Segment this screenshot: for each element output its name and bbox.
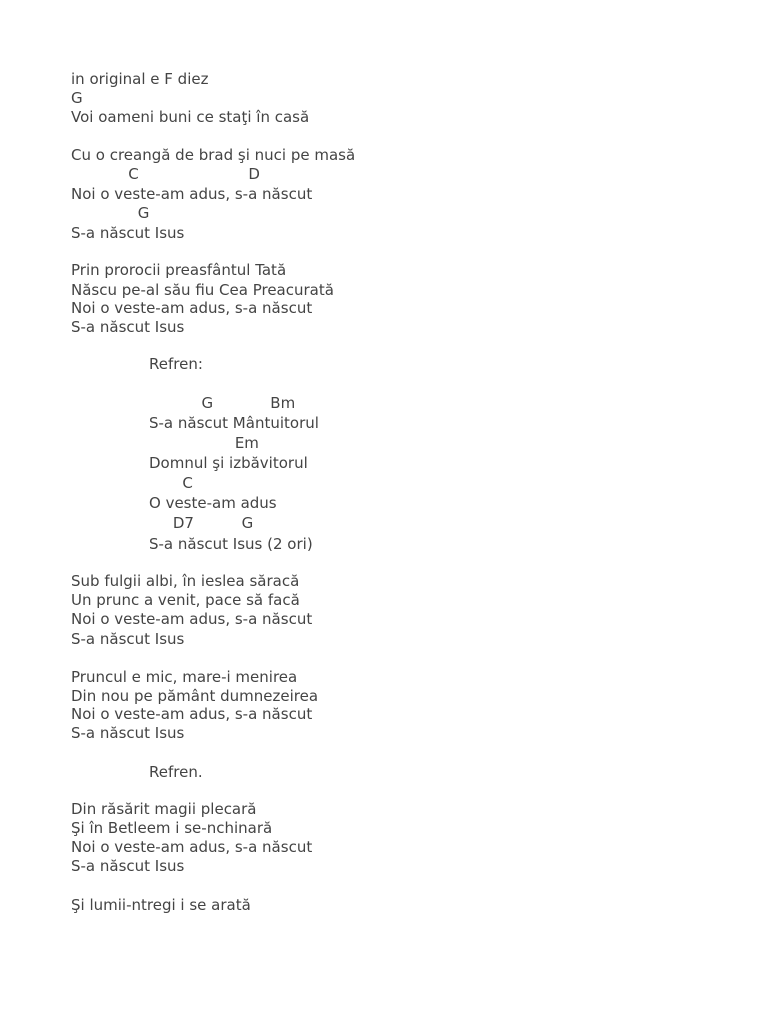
lyric-line: Noi o veste-am adus, s-a născut [71, 185, 313, 203]
lyric-line: Din răsărit magii plecară [71, 800, 257, 818]
chord-line: Em [149, 434, 259, 452]
lyric-line: S-a născut Isus [71, 318, 185, 336]
lyric-line: Noi o veste-am adus, s-a născut [71, 838, 313, 856]
lyric-line: S-a născut Isus [71, 630, 185, 648]
lyric-line: Voi oameni buni ce staţi în casă [71, 108, 310, 126]
chord-line: D7 G [149, 514, 254, 532]
lyric-line: Cu o creangă de brad şi nuci pe masă [71, 146, 356, 164]
chord-line: C [149, 474, 193, 492]
lyric-line: Născu pe-al său fiu Cea Preacurată [71, 281, 334, 299]
lyric-line: Sub fulgii albi, în ieslea săracă [71, 572, 300, 590]
lyric-line: Şi în Betleem i se-nchinară [71, 819, 273, 837]
lyric-line: O veste-am adus [149, 494, 277, 512]
lyric-line: S-a născut Isus [71, 724, 185, 742]
refrain-heading: Refren. [149, 763, 203, 781]
refrain-heading: Refren: [149, 355, 203, 373]
lyric-line: Domnul şi izbăvitorul [149, 454, 308, 472]
chord-line: G [71, 204, 150, 222]
lyric-line: Noi o veste-am adus, s-a născut [71, 705, 313, 723]
lyric-line: Şi lumii-ntregi i se arată [71, 896, 251, 914]
lyric-line: Noi o veste-am adus, s-a născut [71, 299, 313, 317]
note-original-key: in original e F diez [71, 70, 209, 88]
lyric-line: S-a născut Mântuitorul [149, 414, 319, 432]
lyric-line: Prin prorocii preasfântul Tată [71, 261, 287, 279]
lyric-line: S-a născut Isus [71, 224, 185, 242]
chord-line: C D [71, 165, 260, 183]
lyric-line: Noi o veste-am adus, s-a născut [71, 610, 313, 628]
chord-line: G [71, 89, 83, 107]
lyric-line: S-a născut Isus (2 ori) [149, 535, 313, 553]
lyric-line: Din nou pe pământ dumnezeirea [71, 687, 319, 705]
chord-line: G Bm [149, 394, 296, 412]
lyric-line: S-a născut Isus [71, 857, 185, 875]
lyric-line: Un prunc a venit, pace să facă [71, 591, 300, 609]
lyric-line: Pruncul e mic, mare-i menirea [71, 668, 298, 686]
